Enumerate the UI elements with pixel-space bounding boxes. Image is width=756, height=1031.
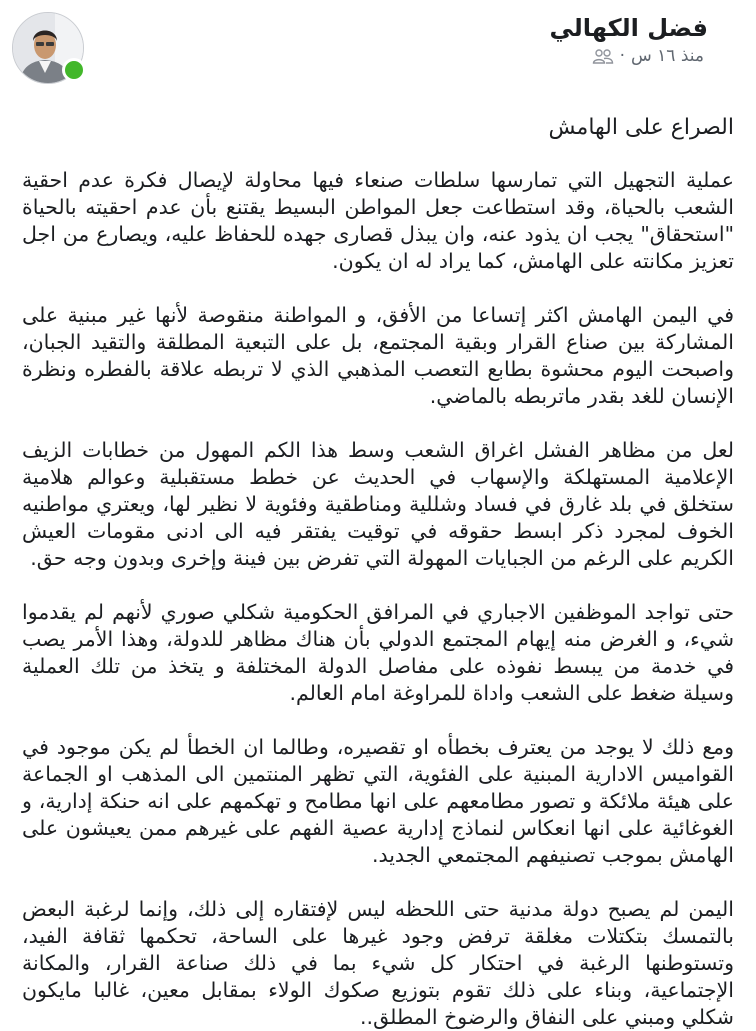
- friends-icon[interactable]: [592, 48, 614, 64]
- post-paragraph: لعل من مظاهر الفشل اغراق الشعب وسط هذا الكم المهول من خطابات الزيف الإعلامية المستهلكة والإسهاب في الحديث عن خطط مستقبلية وعوالم هلامية ستخلق في بلد غارق في فساد وشللية ومناطقية وفئوية لا نظير لها، ويعتري مواطنيه الخوف لمجرد ذكر ابسط حقوقه في توقيت يفتقر فيه الى ادنى مقومات العيش الكريم على الرغم من الجبايات المهولة التي تفرض بين فينة وإخرى وبدون وجه حق.: [22, 438, 734, 570]
- post-meta: [592, 46, 704, 66]
- post-header: [0, 0, 756, 95]
- post-paragraph: اليمن لم يصبح دولة مدنية حتى اللحظه ليس لإفتقاره إلى ذلك، وإنما لرغبة البعض بالتمسك بتكتلات مغلقة ترفض وجود غيرها على الساحة، تحكمها ثقافة الفيد، وتستوطنها الرغبة في احتكار كل شيء بما في ذلك صناعة القرار، والمكانة الإجتماعية، وبناء على ذلك تقوم بتوزيع صكوك الولاء بمقابل معين، غالبا مايكون شكلي ومبني على النفاق والرضوخ المطلق..: [22, 897, 734, 1029]
- post-time[interactable]: منذ ١٦ س: [631, 46, 704, 66]
- post-paragraph: في اليمن الهامش اكثر إتساعا من الأفق، و المواطنة منقوصة لأنها غير مبنية على المشاركة بين صناع القرار وبقية المجتمع، بل على التبعية المطلقة والتقيد الجبان، واصبحت اليوم محشوة بطابع التعصب المذهبي الذي لا تربطه علاقة بالفطره ونظرة الإنسان للغد بقدر ماتربطه بالماضي.: [22, 303, 734, 408]
- post-paragraph: حتى تواجد الموظفين الاجباري في المرافق الحكومية شكلي صوري لأنهم لم يقدموا شيء، و الغرض منه إيهام المجتمع الدولي بأن هناك مظاهر للدولة، وهذا الأمر يصب في خدمة من يبسط نفوذه على مفاصل الدولة المختلفة و يتخذ من تلك العملية وسيلة ضغط على الشعب واداة للمراوغة امام العالم.: [22, 600, 734, 705]
- post-title: الصراع على الهامش: [548, 115, 734, 140]
- online-status-indicator: [62, 58, 86, 82]
- author-avatar[interactable]: [12, 12, 84, 84]
- author-name[interactable]: فضل الكهالي: [549, 14, 708, 42]
- post-paragraph: ومع ذلك لا يوجد من يعترف بخطأه او تقصيره، وطالما ان الخطأ لم يكن موجود في القواميس الادارية المبنية على الفئوية، التي تظهر المنتمين الى المذهب او الجماعة على هيئة ملائكة و تصور مطامعهم على انها مطامح و تهكمهم على انه حنكة إدارية، و الغوغائية على انها انعكاس لنماذج إدارية عصية الفهم على غيرهم ممن يعيشون على الهامش بموجب تصنيفهم المجتمعي الجديد.: [22, 735, 734, 867]
- meta-separator: ·: [619, 46, 625, 66]
- post-paragraph: عملية التجهيل التي تمارسها سلطات صنعاء فيها محاولة لإيصال فكرة عدم احقية الشعب بالحياة، وقد استطاعت جعل المواطن البسيط يقتنع بأن عدم احقيته بالحياة "استحقاق" يجب ان يذود عنه، وان يبذل قصارى جهده للحفاظ عليه، ويصارع من اجل تعزيز مكانته على الهامش، كما يراد له ان يكون.: [22, 168, 734, 273]
- post-body: [0, 113, 756, 1031]
